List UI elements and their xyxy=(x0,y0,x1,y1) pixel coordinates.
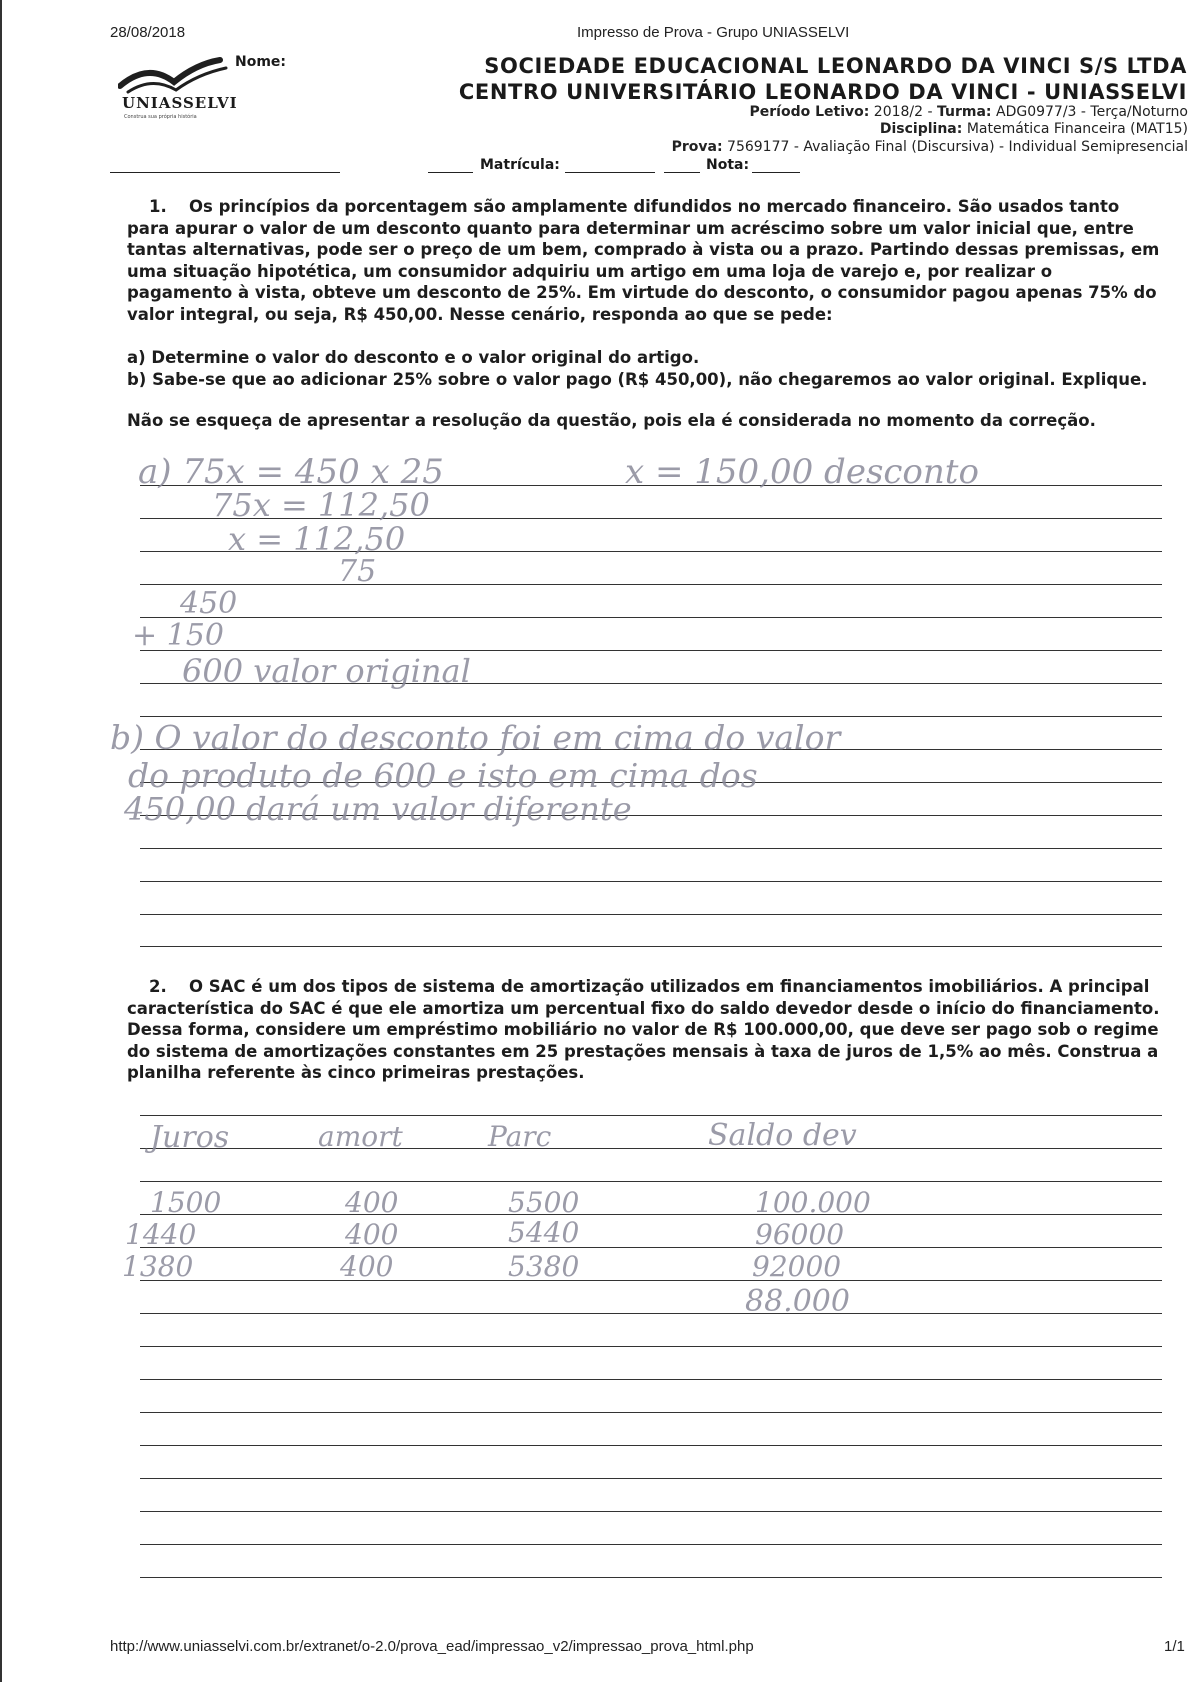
question-2 xyxy=(127,976,1162,1084)
answer-line xyxy=(140,1115,1162,1116)
answer-line xyxy=(140,1577,1162,1578)
answer-line xyxy=(140,1445,1162,1446)
answer-line xyxy=(140,650,1162,651)
handwriting-q1-line3: x = 112,50 xyxy=(228,520,406,558)
handwriting-q2-header-amort: amort xyxy=(318,1120,403,1153)
uniasselvi-logo xyxy=(118,56,238,126)
handwriting-q2-cell: 1500 xyxy=(150,1186,222,1219)
handwriting-q2-header-saldo: Saldo dev xyxy=(708,1118,857,1153)
nome-label: Nome: xyxy=(235,54,287,70)
answer-line xyxy=(140,914,1162,915)
answer-line xyxy=(140,1412,1162,1413)
answer-line xyxy=(140,1346,1162,1347)
handwriting-q2-cell: 400 xyxy=(340,1250,394,1283)
logo-text: UNIASSELVI xyxy=(122,94,238,112)
periodo-turma: Período Letivo: 2018/2 - Turma: ADG0977/3 - Terça/Noturno xyxy=(749,104,1188,120)
answer-line xyxy=(140,881,1162,882)
question-1-reminder: Não se esqueça de apresentar a resolução da questão, pois ela é considerada no momento da correção. xyxy=(127,411,1096,430)
answer-line xyxy=(140,848,1162,849)
nota-underline-left xyxy=(664,172,700,173)
answer-line xyxy=(140,1181,1162,1182)
handwriting-q2-cell: 100.000 xyxy=(755,1186,871,1219)
handwriting-q1-line1b: x = 150,00 desconto xyxy=(625,452,979,492)
handwriting-q2-cell: 5440 xyxy=(508,1216,580,1249)
prova-info: Prova: 7569177 - Avaliação Final (Discursiva) - Individual Semipresencial xyxy=(671,139,1188,155)
question-1-item-b: b) Sabe-se que ao adicionar 25% sobre o valor pago (R$ 450,00), não chegaremos ao valor original. Explique. xyxy=(127,369,1148,389)
question-2-statement: 2. O SAC é um dos tipos de sistema de amortização utilizados em financiamentos imobiliários. A principal característica do SAC é que ele amortiza um percentual fixo do saldo devedor desde o início do financiamento. Dessa forma, considere um empréstimo mobiliário no valor de R$ 100.000,00, que deve ser pago sob o regime do sistema de amortizações constantes em 25 prestações mensais à taxa de juros de 1,5% ao mês. Construa a planilha referente às cinco primeiras prestações. xyxy=(127,977,1160,1082)
institution-line2: CENTRO UNIVERSITÁRIO LEONARDO DA VINCI - UNIASSELVI xyxy=(458,80,1187,104)
matricula-label: Matrícula: xyxy=(480,157,560,173)
handwriting-q2-cell: 96000 xyxy=(755,1218,845,1251)
handwriting-q1-line9: do produto de 600 e isto em cima dos xyxy=(128,756,758,795)
handwriting-q2-cell: 92000 xyxy=(752,1250,842,1283)
answer-line xyxy=(140,716,1162,717)
answer-line xyxy=(140,1511,1162,1512)
handwriting-q1-line7: 600 valor original xyxy=(182,652,471,690)
answer-line xyxy=(140,1247,1162,1248)
answer-line xyxy=(140,1313,1162,1314)
handwriting-q2-header-parc: Parc xyxy=(488,1120,552,1153)
answer-line xyxy=(140,1148,1162,1149)
handwriting-q1-line6: + 150 xyxy=(132,618,224,653)
footer-page: 1/1 xyxy=(1164,1638,1185,1655)
disciplina: Disciplina: Matemática Financeira (MAT15) xyxy=(879,121,1188,137)
matricula-underline-left xyxy=(428,172,473,173)
logo-swoosh-icon xyxy=(118,56,230,96)
print-title: Impresso de Prova - Grupo UNIASSELVI xyxy=(577,24,850,41)
handwriting-q1-line1: a) 75x = 450 x 25 xyxy=(138,452,444,492)
answer-line xyxy=(140,1214,1162,1215)
handwriting-q1-line8: b) O valor do desconto foi em cima do valor xyxy=(110,718,841,757)
nota-label: Nota: xyxy=(706,157,750,173)
question-1-item-a: a) Determine o valor do desconto e o valor original do artigo. xyxy=(127,348,700,367)
answer-line xyxy=(140,1478,1162,1479)
handwriting-q2-header-juros: Juros xyxy=(150,1120,230,1155)
handwriting-q1-line2: 75x = 112,50 xyxy=(212,486,430,524)
institution-line1: SOCIEDADE EDUCACIONAL LEONARDO DA VINCI S/S LTDA xyxy=(484,54,1187,78)
handwriting-q2-cell: 400 xyxy=(345,1218,399,1251)
answer-line xyxy=(140,1379,1162,1380)
handwriting-q2-cell: 88.000 xyxy=(745,1284,850,1319)
matricula-underline xyxy=(565,172,655,173)
nota-underline xyxy=(752,172,800,173)
answer-line xyxy=(140,1544,1162,1545)
nome-underline xyxy=(110,172,340,173)
logo-slogan: Construa sua própria história xyxy=(124,114,197,120)
handwriting-q2-cell: 1440 xyxy=(125,1218,197,1251)
handwriting-q1-line4: 75 xyxy=(338,554,377,589)
question-1-statement: 1. Os princípios da porcentagem são amplamente difundidos no mercado financeiro. São usados tanto para apurar o valor de um desconto quanto para determinar um acréscimo sobre um valor inicial que, entre tantas alternativas, pode ser o preço de um bem, comprado à vista ou a prazo. Partindo dessas premissas, em uma situação hipotética, um consumidor adquiriu um artigo em uma loja de varejo e, por realizar o pagamento à vista, obteve um desconto de 25%. Em virtude do desconto, o consumidor pagou apenas 75% do valor integral, ou seja, R$ 450,00. Nesse cenário, responda ao que se pede: xyxy=(127,197,1160,324)
handwriting-q2-cell: 1380 xyxy=(122,1250,194,1283)
print-date: 28/08/2018 xyxy=(110,24,186,41)
handwriting-q1-line5: 450 xyxy=(180,586,238,621)
question-1 xyxy=(127,196,1162,432)
answer-line xyxy=(140,617,1162,618)
handwriting-q1-line10: 450,00 dará um valor diferente xyxy=(124,790,632,828)
handwriting-q2-cell: 5380 xyxy=(508,1250,580,1283)
scan-edge xyxy=(0,0,2,1682)
answer-line xyxy=(140,1280,1162,1281)
handwriting-q2-cell: 400 xyxy=(345,1186,399,1219)
footer-url: http://www.uniasselvi.com.br/extranet/o-2.0/prova_ead/impressao_v2/impressao_prova_html.php xyxy=(110,1638,754,1655)
answer-line xyxy=(140,946,1162,947)
handwriting-q2-cell: 5500 xyxy=(508,1186,580,1219)
answer-line xyxy=(140,584,1162,585)
